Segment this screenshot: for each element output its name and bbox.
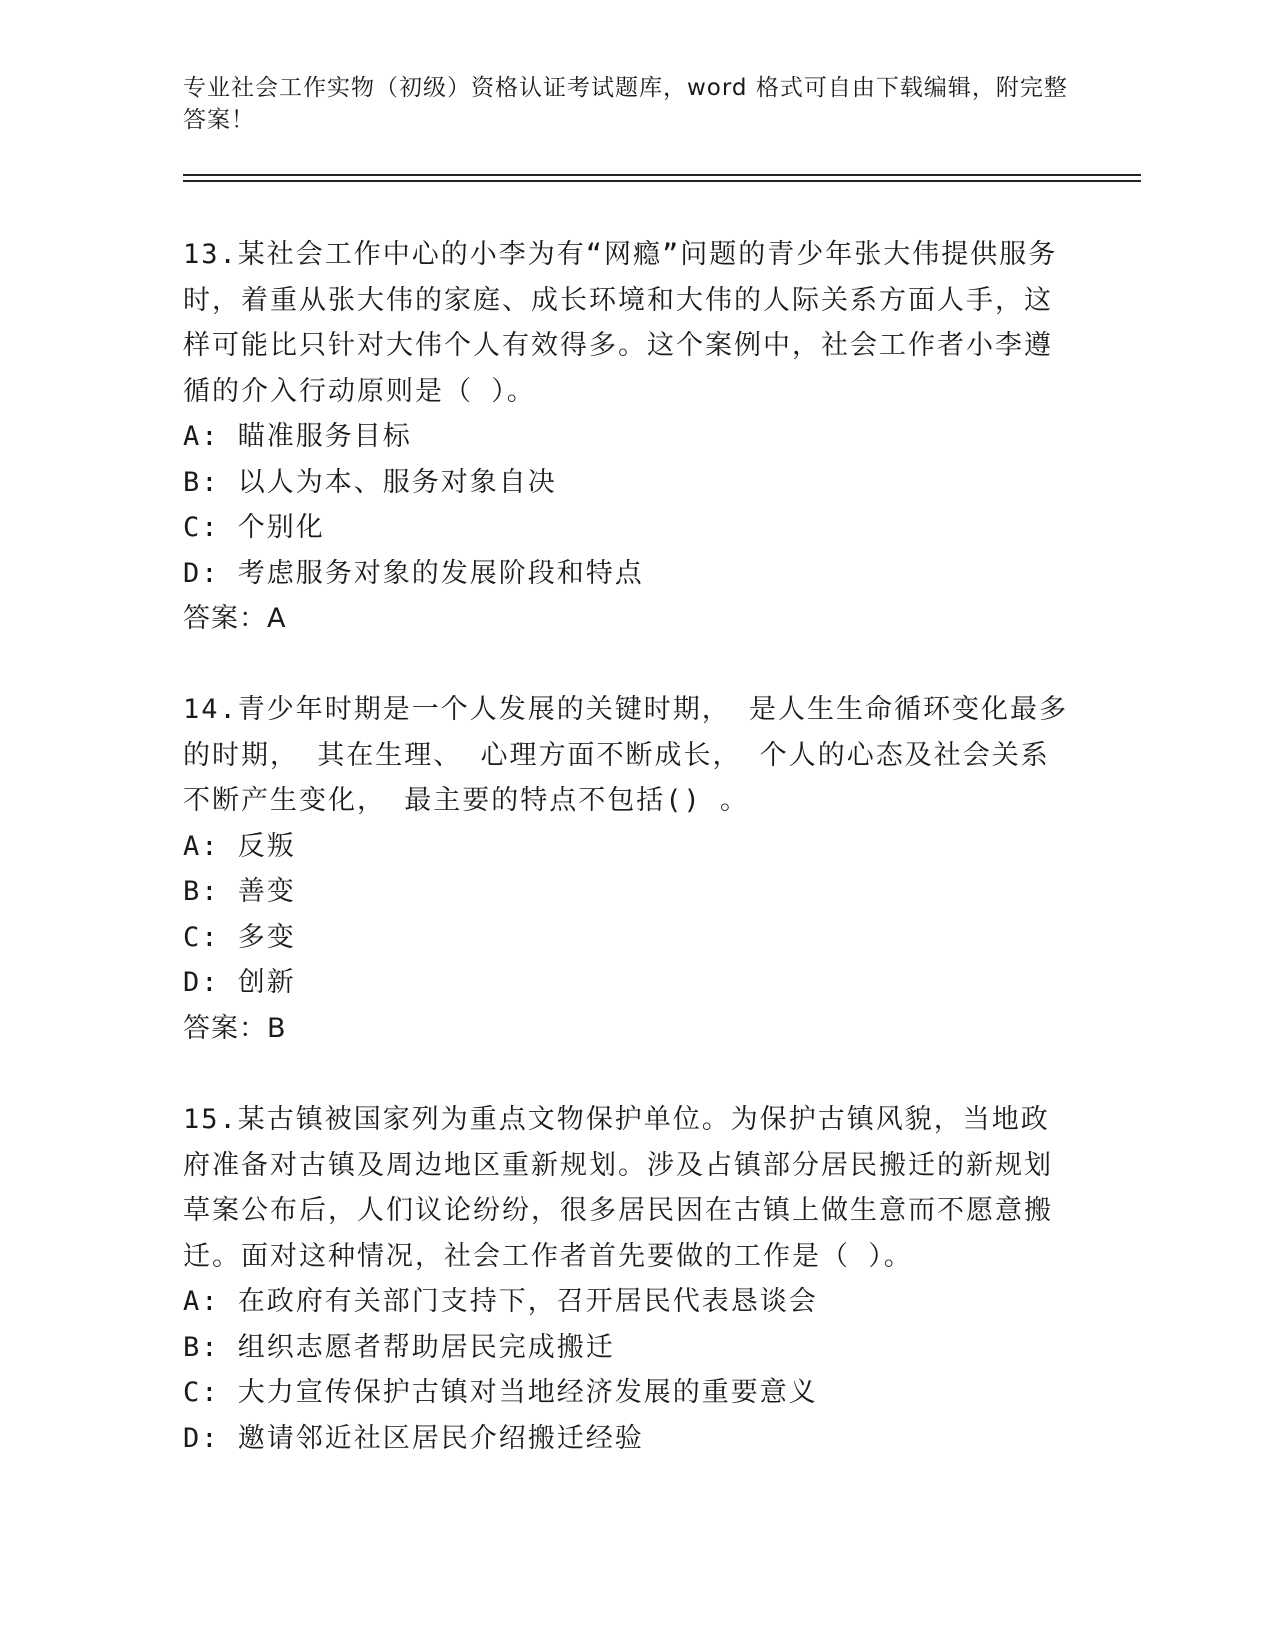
option-text: 邀请邻近社区居民介绍搬迁经验 xyxy=(237,1422,644,1454)
option-text: 创新 xyxy=(237,967,296,998)
option-c xyxy=(183,915,1073,961)
option-key: C: xyxy=(183,1377,220,1408)
option-b xyxy=(183,1325,1073,1371)
option-c xyxy=(183,505,1073,551)
option-a xyxy=(183,824,1073,870)
option-key: A: xyxy=(183,421,220,452)
option-text: 多变 xyxy=(237,921,296,953)
option-key: C: xyxy=(183,512,220,543)
option-key: B: xyxy=(183,1331,220,1363)
option-key: D: xyxy=(183,967,220,998)
answer-line: 答案：A xyxy=(183,603,287,634)
option-text: 瞄准服务目标 xyxy=(237,421,412,452)
option-key: D: xyxy=(183,1422,220,1454)
option-text: 以人为本、服务对象自决 xyxy=(237,466,557,498)
option-b xyxy=(183,869,1073,915)
option-text: 考虑服务对象的发展阶段和特点 xyxy=(237,557,644,589)
option-key: B: xyxy=(183,876,220,907)
option-text: 善变 xyxy=(237,876,296,907)
option-key: A: xyxy=(183,1286,220,1317)
option-key: C: xyxy=(183,921,220,953)
document-header: 专业社会工作实物（初级）资格认证考试题库，word 格式可自由下载编辑，附完整答案！ xyxy=(183,75,1068,133)
header-divider-top xyxy=(183,174,1141,176)
option-key: B: xyxy=(183,466,220,498)
option-text: 大力宣传保护古镇对当地经济发展的重要意义 xyxy=(237,1377,818,1408)
question-15 xyxy=(183,1097,1073,1461)
question-stem: 15.某古镇被国家列为重点文物保护单位。为保护古镇风貌，当地政府准备对古镇及周边地区重新规划。涉及占镇部分居民搬迁的新规划草案公布后，人们议论纷纷，很多居民因在古镇上做生意而不愿意搬迁。面对这种情况，社会工作者首先要做的工作是（ ）。 xyxy=(183,1104,1053,1272)
option-key: D: xyxy=(183,557,220,589)
question-stem: 13.某社会工作中心的小李为有“网瘾”问题的青少年张大伟提供服务时，着重从张大伟的家庭、成长环境和大伟的人际关系方面人手，这样可能比只针对大伟个人有效得多。这个案例中，社会工作者小李遵循的介入行动原则是（ ）。 xyxy=(183,239,1058,407)
option-a xyxy=(183,1279,1073,1325)
option-c xyxy=(183,1370,1073,1416)
answer-line: 答案：B xyxy=(183,1012,287,1044)
option-d xyxy=(183,960,1073,1006)
option-text: 个别化 xyxy=(237,512,325,543)
question-stem: 14.青少年时期是一个人发展的关键时期， 是人生生命循环变化最多的时期， 其在生理、 心理方面不断成长， 个人的心态及社会关系不断产生变化， 最主要的特点不包括() 。 xyxy=(183,694,1069,816)
option-a xyxy=(183,414,1073,460)
option-text: 组织志愿者帮助居民完成搬迁 xyxy=(237,1331,615,1363)
option-b xyxy=(183,460,1073,506)
question-13 xyxy=(183,232,1073,642)
option-d xyxy=(183,1416,1073,1462)
question-14 xyxy=(183,687,1073,1051)
header-divider-bottom xyxy=(183,180,1141,182)
option-text: 在政府有关部门支持下，召开居民代表恳谈会 xyxy=(237,1286,818,1317)
option-key: A: xyxy=(183,830,220,862)
option-text: 反叛 xyxy=(237,830,296,862)
option-d xyxy=(183,551,1073,597)
